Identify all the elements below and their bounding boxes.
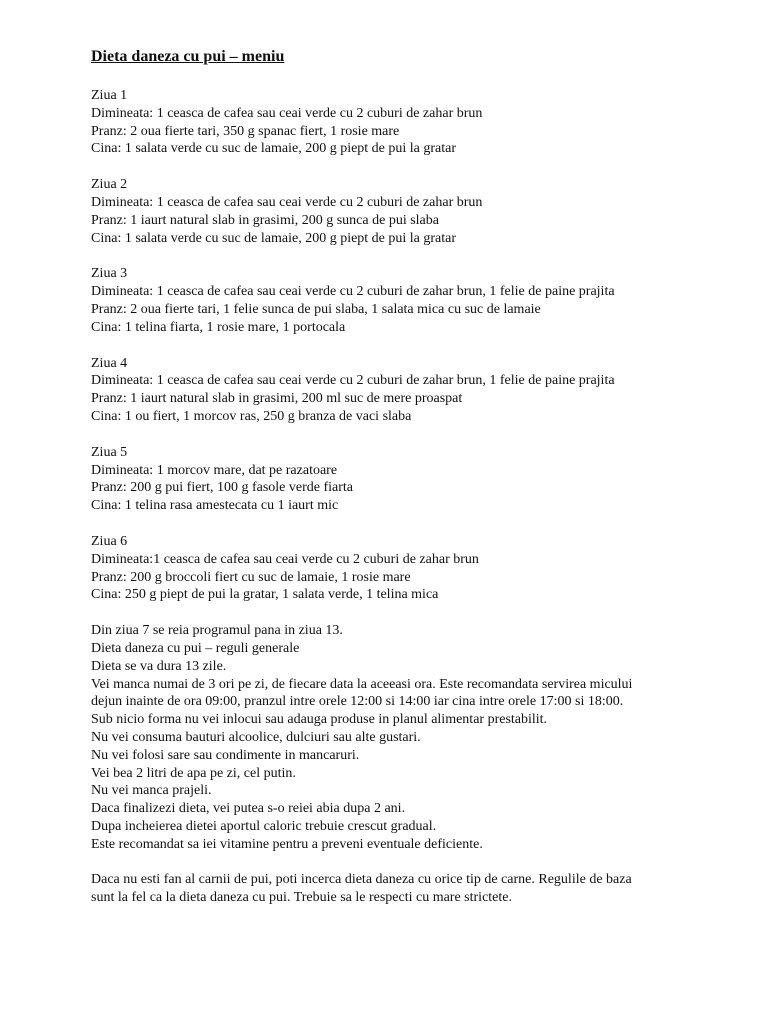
rule-line: Nu vei folosi sare sau condimente in mancaruri.: [91, 747, 360, 763]
meal-breakfast: Dimineata: 1 ceasca de cafea sau ceai verde cu 2 cuburi de zahar brun, 1 felie de paine prajita: [91, 284, 615, 300]
general-rules: [91, 622, 728, 853]
rule-line: dejun inainte de ora 09:00, pranzul intre orele 12:00 si 14:00 iar cina intre orele 17:00 si 18:00.: [91, 694, 624, 710]
day-label: Ziua 2: [91, 177, 128, 193]
meal-lunch: Pranz: 200 g pui fiert, 100 g fasole verde fiarta: [91, 480, 354, 496]
meal-dinner: Cina: 1 telina fiarta, 1 rosie mare, 1 portocala: [91, 319, 346, 335]
day-section-3: [91, 265, 728, 336]
day-section-4: [91, 355, 728, 426]
day-section-5: [91, 444, 728, 515]
rule-line: Sub nicio forma nu vei inlocui sau adauga produse in planul alimentar prestabilit.: [91, 712, 548, 728]
meal-lunch: Pranz: 1 iaurt natural slab in grasimi, 200 ml suc de mere proaspat: [91, 391, 463, 407]
meal-breakfast: Dimineata: 1 morcov mare, dat pe razatoare: [91, 462, 338, 478]
day-label: Ziua 6: [91, 533, 128, 549]
meal-lunch: Pranz: 200 g broccoli fiert cu suc de lamaie, 1 rosie mare: [91, 569, 411, 585]
rule-line: Vei bea 2 litri de apa pe zi, cel putin.: [91, 765, 296, 781]
closing-line: sunt la fel ca la dieta daneza cu pui. Trebuie sa le respecti cu mare strictete.: [91, 890, 512, 906]
meal-dinner: Cina: 1 salata verde cu suc de lamaie, 200 g piept de pui la gratar: [91, 230, 457, 246]
rule-line: Vei manca numai de 3 ori pe zi, de fiecare data la aceeasi ora. Este recomandata servirea micului: [91, 676, 633, 692]
meal-breakfast: Dimineata: 1 ceasca de cafea sau ceai verde cu 2 cuburi de zahar brun, 1 felie de paine prajita: [91, 373, 615, 389]
rule-line: Dieta daneza cu pui – reguli generale: [91, 640, 300, 656]
closing-line: Daca nu esti fan al carnii de pui, poti incerca dieta daneza cu orice tip de carne. Regulile de baza: [91, 872, 632, 888]
rule-line: Este recomandat sa iei vitamine pentru a preveni eventuale deficiente.: [91, 836, 483, 852]
rule-line: Nu vei manca prajeli.: [91, 783, 212, 799]
day-label: Ziua 1: [91, 88, 128, 103]
day-section-2: [91, 176, 728, 247]
rule-line: Dupa incheierea dietei aportul caloric trebuie crescut gradual.: [91, 818, 437, 834]
meal-lunch: Pranz: 2 oua fierte tari, 350 g spanac fiert, 1 rosie mare: [91, 123, 400, 139]
day-label: Ziua 5: [91, 444, 128, 460]
rule-line: Nu vei consuma bauturi alcoolice, dulciuri sau alte gustari.: [91, 729, 421, 745]
rule-line: Daca finalizezi dieta, vei putea s-o reiei abia dupa 2 ani.: [91, 801, 406, 817]
meal-dinner: Cina: 1 ou fiert, 1 morcov ras, 250 g branza de vaci slaba: [91, 408, 412, 424]
meal-lunch: Pranz: 1 iaurt natural slab in grasimi, 200 g sunca de pui slaba: [91, 212, 439, 228]
meal-breakfast: Dimineata:1 ceasca de cafea sau ceai verde cu 2 cuburi de zahar brun: [91, 551, 479, 567]
document-title: Dieta daneza cu pui – meniu: [91, 48, 285, 65]
day-label: Ziua 4: [91, 355, 128, 371]
day-section-1: [91, 87, 728, 158]
meal-breakfast: Dimineata: 1 ceasca de cafea sau ceai verde cu 2 cuburi de zahar brun: [91, 105, 483, 121]
rule-line: Din ziua 7 se reia programul pana in ziua 13.: [91, 623, 343, 639]
meal-lunch: Pranz: 2 oua fierte tari, 1 felie sunca de pui slaba, 1 salata mica cu suc de lamaie: [91, 301, 541, 317]
meal-dinner: Cina: 250 g piept de pui la gratar, 1 salata verde, 1 telina mica: [91, 587, 439, 603]
meal-breakfast: Dimineata: 1 ceasca de cafea sau ceai verde cu 2 cuburi de zahar brun: [91, 194, 483, 210]
day-section-6: [91, 533, 728, 604]
rule-line: Dieta se va dura 13 zile.: [91, 658, 227, 674]
meal-dinner: Cina: 1 telina rasa amestecata cu 1 iaurt mic: [91, 498, 339, 514]
day-label: Ziua 3: [91, 266, 128, 282]
meal-dinner: Cina: 1 salata verde cu suc de lamaie, 200 g piept de pui la gratar: [91, 141, 457, 157]
closing-paragraph: [91, 871, 728, 907]
